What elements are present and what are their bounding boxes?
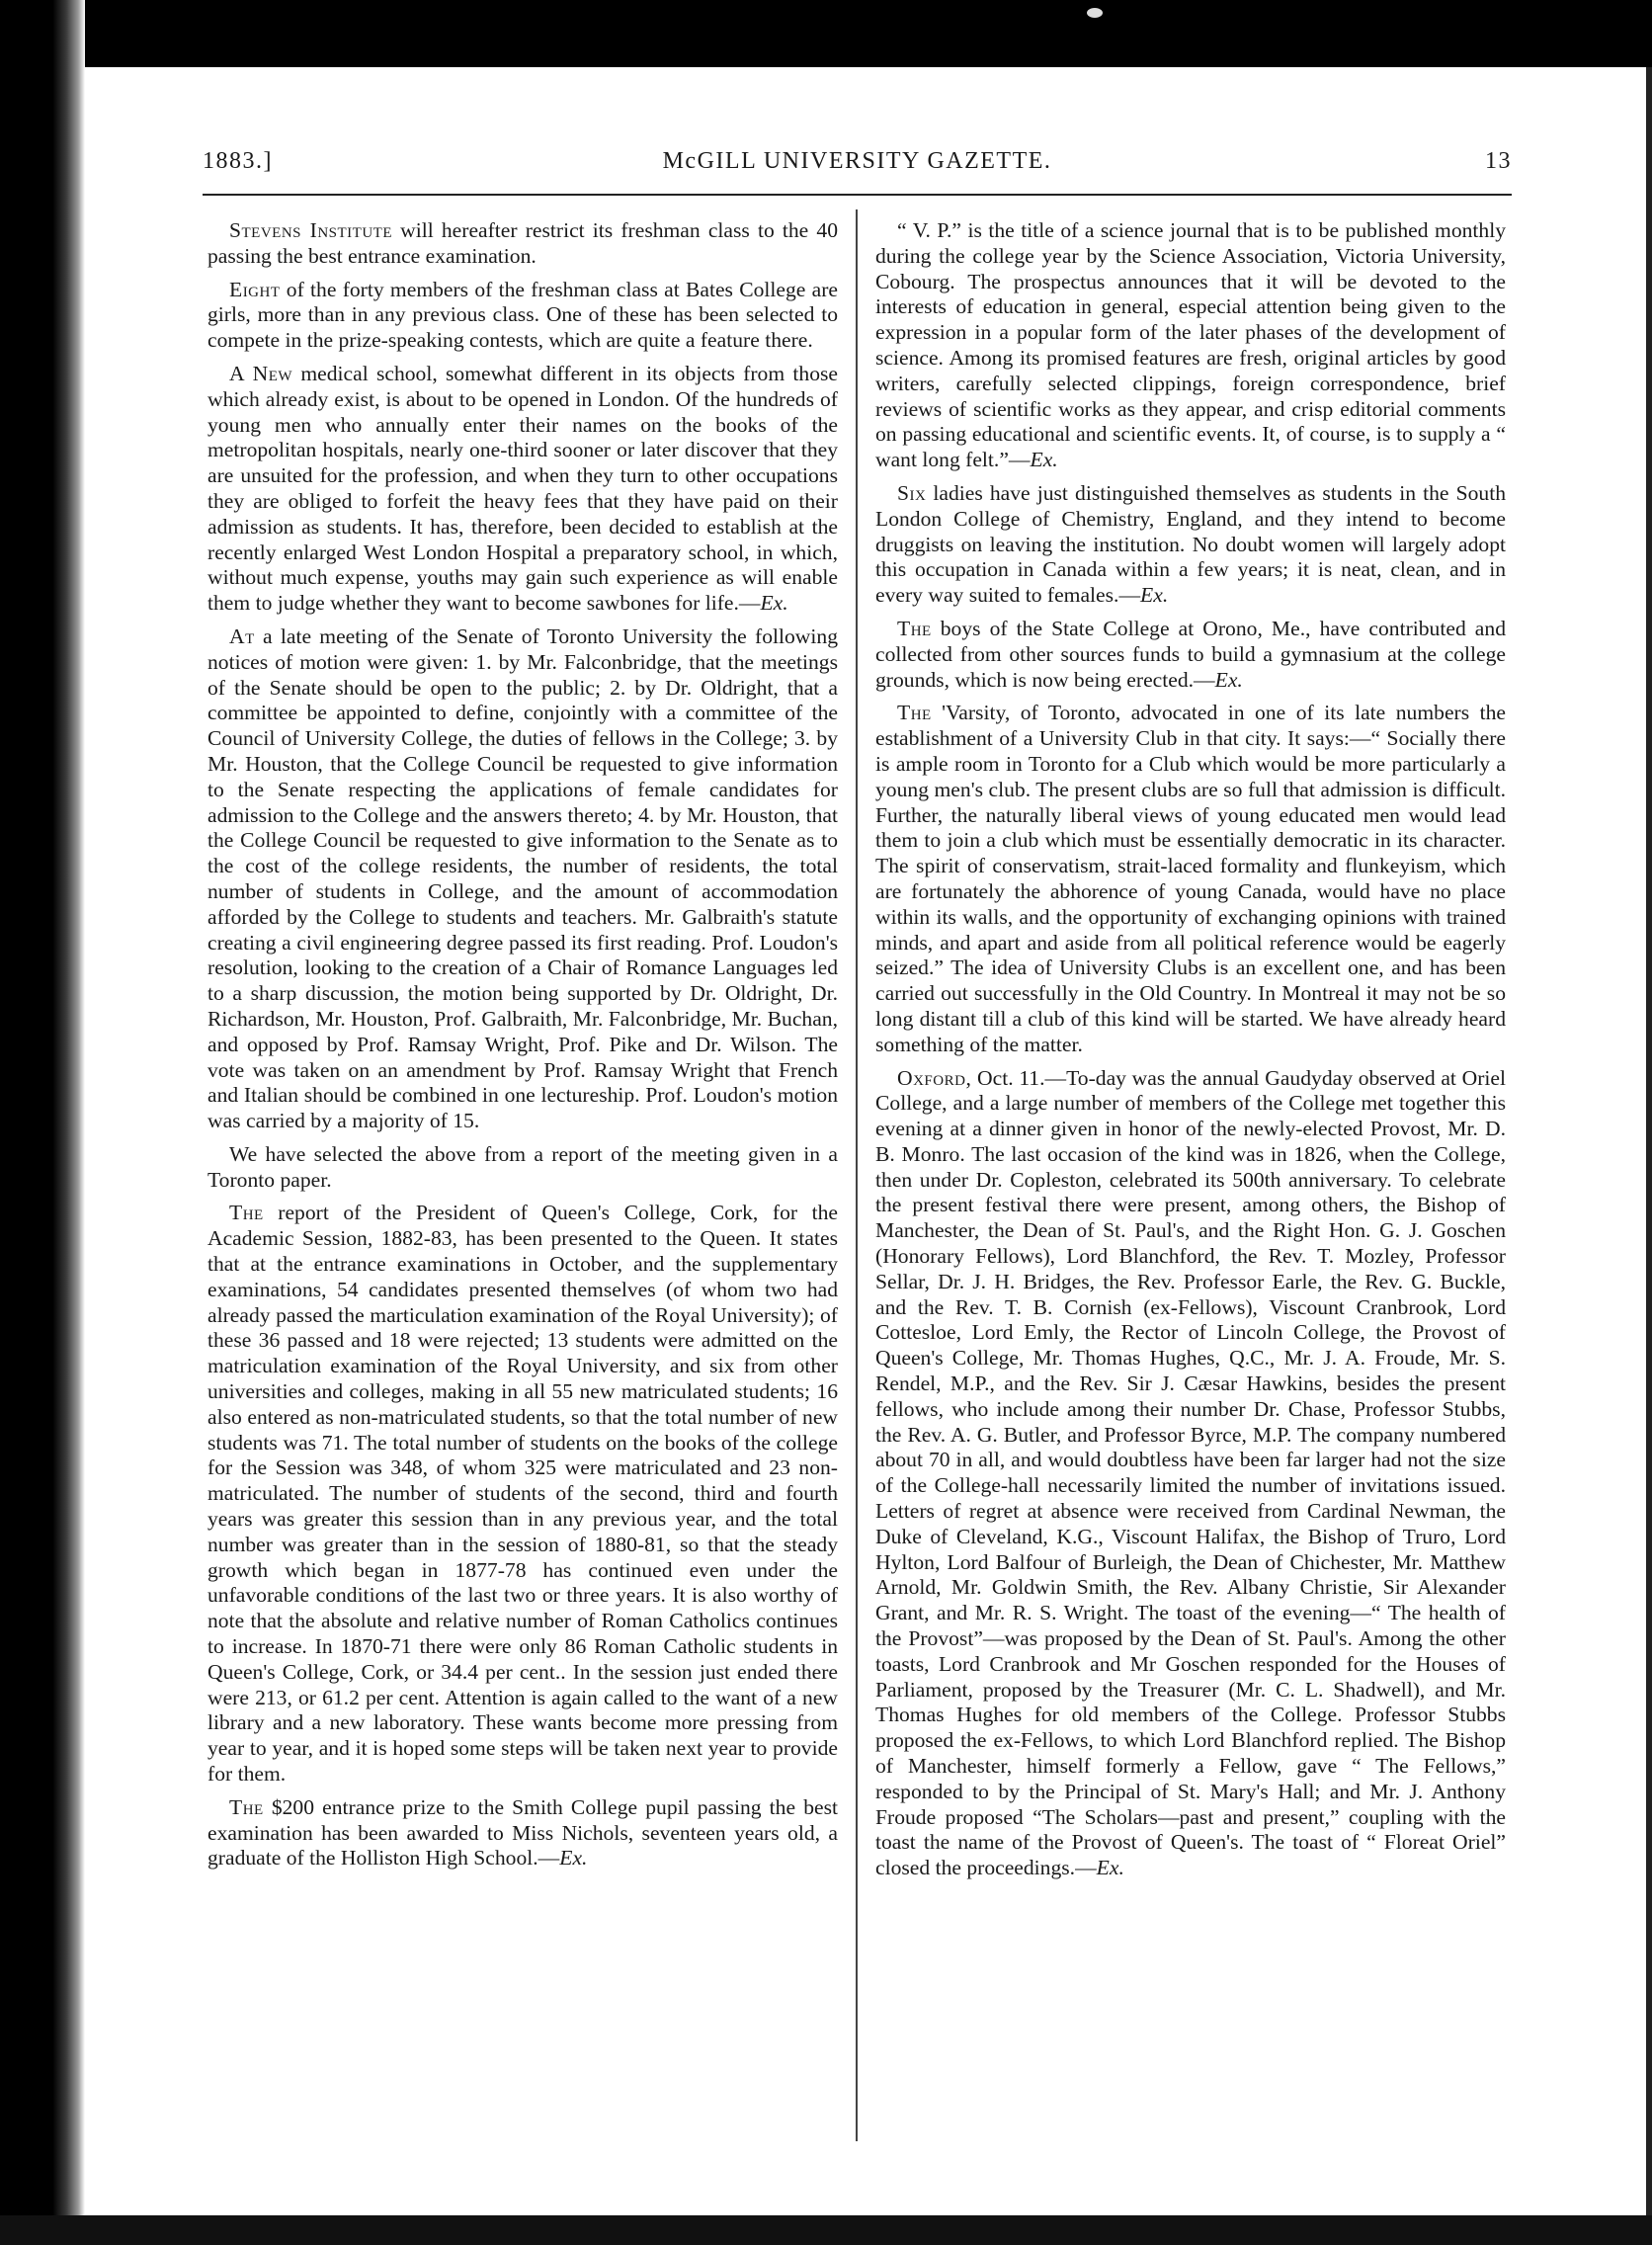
paragraph-lead: The bbox=[897, 701, 932, 725]
paragraph-text: report of the President of Queen's College, Cork, for the Academic Session, 1882-83, has been presented to the Queen. It states that at the entrance examinations in October, and the supplementary examinations, 54 candidates presented themselves (of whom two had already passed the marticulation examination of the Royal University); of these 36 passed and 18 were rejected; 13 students were admitted on the matriculation examination of the Royal University, and six from other universities and colleges, making in all 55 new matriculated students; 16 also entered as non-matriculated students, so that the total number of new students was 71. The total number of students on the books of the college for the Session was 348, of whom 325 were matriculated and 23 non-matriculated. The number of students of the second, third and fourth years was greater this session than in any previous year, and the total number was greater than in the session of 1880-81, so that the steady growth which began in 1877-78 has continued even under the unfavorable conditions of the last two or three years. It is also worthy of note that the absolute and relative number of Roman Catholics continues to increase. In 1870-71 there were only 86 Roman Catholic students in Queen's College, Cork, or 34.4 per cent.. In the session just ended there were 213, or 61.2 per cent. Attention is again called to the want of a new library and a new laboratory. These wants become more pressing from year to year, and it is hoped some steps will be taken next year to provide for them. bbox=[207, 1201, 838, 1787]
article-paragraph bbox=[875, 218, 1506, 473]
paragraph-text: of the forty members of the freshman class at Bates College are girls, more than in any previous class. One of these has been selected to compete in the prize-speaking contests, which are quite a feature there. bbox=[207, 277, 838, 353]
source-attribution: Ex. bbox=[760, 591, 788, 616]
page-header bbox=[203, 148, 1512, 188]
article-paragraph bbox=[875, 701, 1506, 1057]
paragraph-text: Oct. 11.—To-day was the annual Gaudyday observed at Oriel College, and a large number of members of the College met together this evening at a dinner given in honor of the newly-elected Provost, Mr. D. B. Monro. The last occasion of the kind was in 1826, when the College, then under Dr. Copleston, celebrated its 500th anniversary. To celebrate the present festival there were present, among others, the Bishop of Manchester, the Dean of St. Paul's, and the Right Hon. G. J. Goschen (Honorary Fellows), Lord Blanchford, the Rev. T. Mozley, Professor Sellar, Dr. J. H. Bridges, the Rev. Professor Earle, the Rev. G. Buckle, and the Rev. T. B. Cornish (ex-Fellows), Viscount Cranbrook, Lord Cottesloe, Lord Emly, the Rector of Lincoln College, the Provost of Queen's College, Mr. Thomas Hughes, Q.C., Mr. J. A. Froude, Mr. S. Rendel, M.P., and the Rev. Sir J. Cæsar Hawkins, besides the present fellows, who include among their number Dr. Chase, Professor Stubbs, the Rev. A. G. Butler, and Professor Byrce, M.P. The company numbered about 70 in all, and would doubtless have been far larger had not the size of the College-hall necessarily limited the number of invitations issued. Letters of regret at absence were received from Cardinal Newman, the Duke of Cleveland, K.G., Viscount Halifax, the Bishop of Truro, Lord Hylton, Lord Balfour of Burleigh, the Dean of Chichester, Mr. Matthew Arnold, Mr. Goldwin Smith, the Rev. Albany Christie, Sir Alexander Grant, and Mr. R. S. Wright. The toast of the evening—“ The health of the Provost”—was proposed by the Dean of St. Paul's. Among the other toasts, Lord Cranbrook and Mr Goschen responded for the Houses of Parliament, proposed by the Treasurer (Mr. C. L. Shadwell), and Mr. Thomas Hughes for old members of the College. Professor Stubbs proposed the ex-Fellows, to which Lord Blanchford replied. The Bishop of Manchester, himself formerly a Fellow, gave “ The Fellows,” responded to by the Principal of St. Mary's Hall; and Mr. J. Anthony Froude proposed “The Scholars—past and present,” coupling with the toast the name of the Provost of Queen's. The toast of “ Floreat Oriel” closed the proceedings.— bbox=[875, 1065, 1506, 1880]
left-column bbox=[207, 218, 838, 1879]
paragraph-lead: At bbox=[229, 624, 255, 648]
article-paragraph bbox=[207, 362, 838, 617]
source-attribution: Ex. bbox=[1140, 583, 1169, 608]
paragraph-text: boys of the State College at Orono, Me., have contributed and collected from other sources funds to build a gymnasium at the college grounds, which is now being erected.— bbox=[875, 616, 1506, 692]
article-paragraph bbox=[207, 278, 838, 354]
paragraph-text: $200 entrance prize to the Smith College pupil passing the best examination has been awarded to Miss Nichols, seventeen years old, a graduate of the Holliston High School.— bbox=[207, 1794, 838, 1871]
article-paragraph bbox=[875, 481, 1506, 609]
column-divider bbox=[856, 209, 858, 2141]
article-paragraph bbox=[207, 624, 838, 1134]
paragraph-lead: Stevens Institute bbox=[229, 218, 392, 242]
header-year: 1883.] bbox=[203, 148, 273, 174]
paragraph-text: “ V. P.” is the title of a science journal that is to be published monthly during the college year by the Science Association, Victoria University, Cobourg. The prospectus announces that it will be devoted to the interests of education in general, especial attention being given to the expression in a popular form of the later phases of the development of science. Among its promised features are fresh, original articles by good writers, carefully selected clippings, foreign correspondence, brief reviews of scientific works as they appear, and crisp editorial comments on passing educational and scientific events. It, of course, is to supply a “ want long felt.”— bbox=[875, 218, 1506, 472]
paragraph-text: ladies have just distinguished themselves as students in the South London College of Chemistry, England, and they intend to become druggists on leaving the institution. No doubt women will largely adopt this occupation in Canada within a few years; it is neat, clean, and in every way suited to females.— bbox=[875, 480, 1506, 608]
scan-bottom-border bbox=[0, 2215, 1652, 2245]
right-column bbox=[875, 218, 1506, 1889]
article-paragraph bbox=[875, 1066, 1506, 1882]
page-number: 13 bbox=[1485, 148, 1512, 174]
paragraph-text: will hereafter restrict its freshman class to the 40 passing the best entrance examination. bbox=[207, 218, 838, 268]
source-attribution: Ex. bbox=[559, 1846, 588, 1871]
scan-right-edge bbox=[1646, 67, 1652, 2215]
source-attribution: Ex. bbox=[1214, 667, 1243, 692]
paragraph-lead: The bbox=[229, 1794, 264, 1819]
paragraph-text: We have selected the above from a report of the meeting given in a Toronto paper. bbox=[207, 1141, 838, 1192]
article-paragraph bbox=[207, 1201, 838, 1787]
header-title: McGILL UNIVERSITY GAZETTE. bbox=[662, 148, 1052, 174]
paragraph-lead: Six bbox=[897, 480, 927, 505]
article-paragraph bbox=[875, 617, 1506, 693]
article-paragraph bbox=[207, 218, 838, 270]
paragraph-lead: Eight bbox=[229, 277, 281, 301]
source-attribution: Ex. bbox=[1096, 1856, 1124, 1880]
paragraph-lead: The bbox=[897, 616, 932, 640]
scan-top-border bbox=[0, 0, 1652, 67]
paragraph-lead: Oxford, bbox=[897, 1065, 972, 1090]
article-paragraph bbox=[207, 1795, 838, 1871]
source-attribution: Ex. bbox=[1030, 448, 1058, 472]
scan-left-border bbox=[0, 0, 85, 2245]
header-rule bbox=[203, 194, 1512, 196]
paragraph-lead: A New bbox=[229, 361, 293, 385]
article-paragraph bbox=[207, 1142, 838, 1194]
paragraph-text: a late meeting of the Senate of Toronto University the following notices of motion were given: 1. by Mr. Falconbridge, that the meetings of the Senate should be open to the public; 2. by Dr. Oldright, that a committee be appointed to define, conjointly with a committee of the Council of University College, the duties of fellows in the College; 3. by Mr. Houston, that the College Council be requested to give information to the Senate respecting the applications of female candidates for admission to the College and the answers thereto; 4. by Mr. Houston, that the College Council be requested to give information to the Senate as to the cost of the college residents, the number of residents, the total number of students in College, and the amount of accommodation afforded by the College to students and teachers. Mr. Galbraith's statute creating a civil engineering degree passed its first reading. Prof. Loudon's resolution, looking to the creation of a Chair of Romance Languages led to a sharp discussion, the motion being supported by Dr. Oldright, Dr. Richardson, Mr. Houston, Prof. Galbraith, Mr. Falconbridge, Mr. Buchan, and opposed by Prof. Ramsay Wright, Prof. Pike and Dr. Wilson. The vote was taken on an amendment by Prof. Ramsay Wright that French and Italian should be combined in one lectureship. Prof. Loudon's motion was carried by a majority of 15. bbox=[207, 624, 838, 1133]
paragraph-lead: The bbox=[229, 1201, 264, 1225]
paragraph-text: medical school, somewhat different in its objects from those which already exist, is about to be opened in London. Of the hundreds of young men who annually enter their names on the books of the metropolitan hospitals, nearly one-third sooner or later discover that they are unsuited for the profession, and when they turn to other occupations they are obliged to forfeit the heavy fees that they have paid on their admission as students. It has, therefore, been decided to establish at the recently enlarged West London Hospital a preparatory school, in which, without much expense, youths may gain such experience as will enable them to judge whether they want to become sawbones for life.— bbox=[207, 361, 838, 616]
scan-mark bbox=[1087, 8, 1103, 18]
paragraph-text: 'Varsity, of Toronto, advocated in one of its late numbers the establishment of a University Club in that city. It says:—“ Socially there is ample room in Toronto for a Club which would be more particularly a young men's club. The present clubs are so full that admission is difficult. Further, the naturally liberal views of young educated men would lead them to join a club which must be essentially democratic in its character. The spirit of conservatism, strait-laced formality and flunkeyism, which are fortunately the abhorence of young Canada, would have no place within its walls, and the opportunity of exchanging opinions with trained minds, and apart and aside from all political reference would be eagerly seized.” The idea of University Clubs is an excellent one, and has been carried out successfully in the Old Country. In Montreal it may not be so long distant till a club of this kind will be started. We have already heard something of the matter. bbox=[875, 701, 1506, 1056]
